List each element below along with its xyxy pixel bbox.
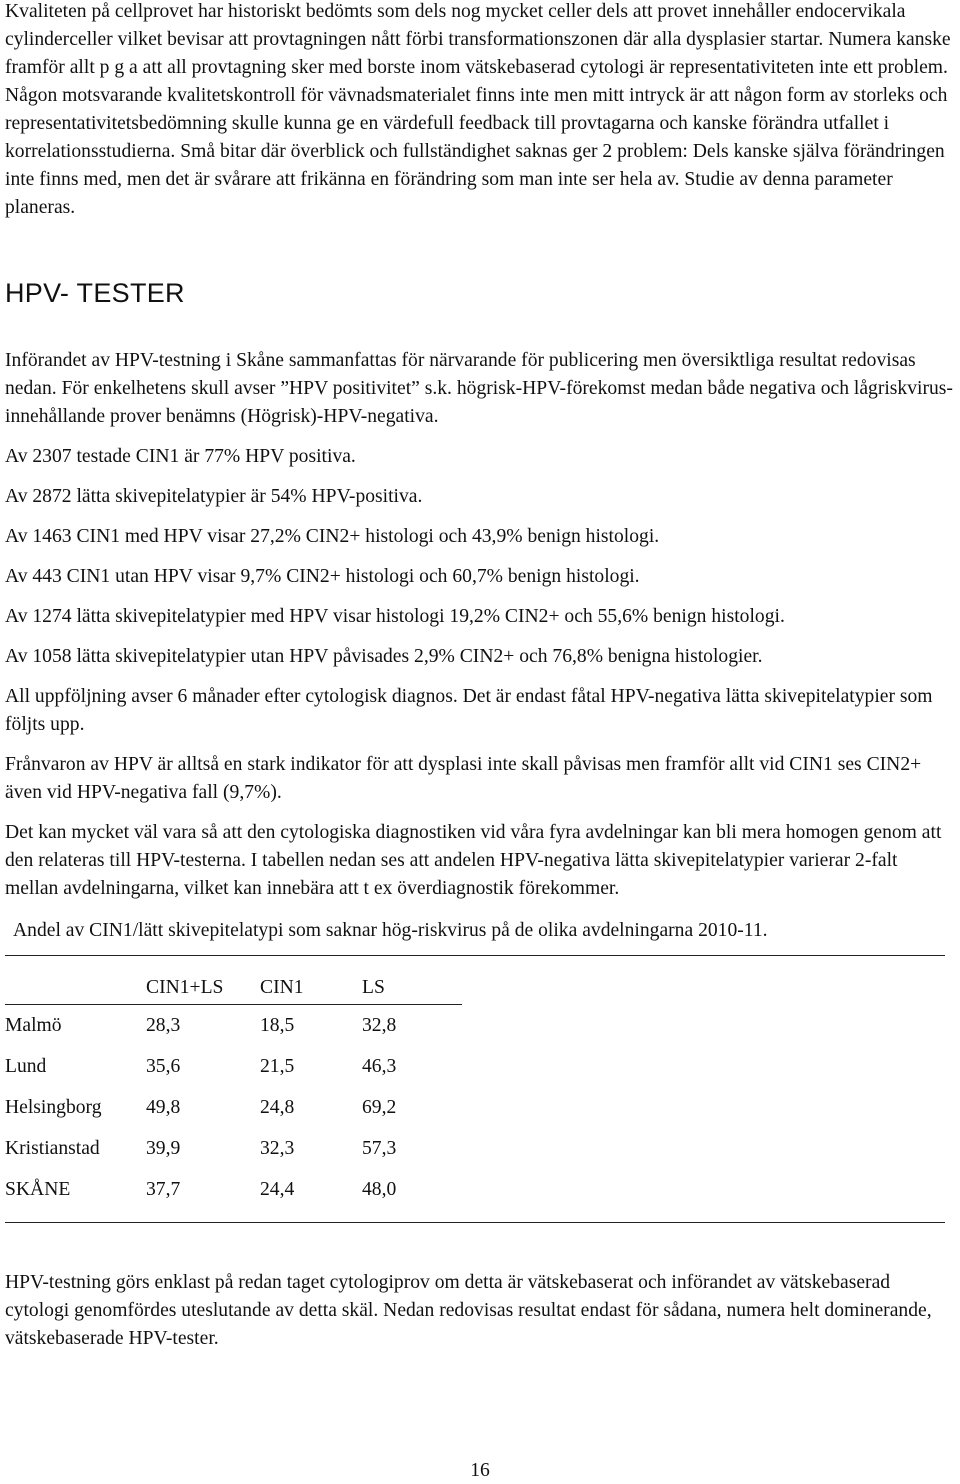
table-cell: 18,5 xyxy=(260,1014,295,1036)
table-row xyxy=(5,1169,462,1210)
table-cell-region: Malmö xyxy=(5,1014,62,1036)
table-row xyxy=(5,1046,462,1087)
table-cell: 39,9 xyxy=(146,1137,181,1159)
table-cell-region: Kristianstad xyxy=(5,1137,100,1159)
paragraph-ls-without-hpv: Av 1058 lätta skivepitelatypier utan HPV påvisades 2,9% CIN2+ och 76,8% benigna histologier. xyxy=(5,646,763,667)
table-cell-region: SKÅNE xyxy=(5,1178,71,1200)
table-cell: 32,3 xyxy=(260,1137,295,1159)
table-cell: 21,5 xyxy=(260,1055,295,1077)
page-number: 16 xyxy=(470,1460,490,1481)
table-header-cell xyxy=(5,972,146,1005)
table-cell: 57,3 xyxy=(362,1137,397,1159)
paragraph-absence-hpv: Frånvaron av HPV är alltså en stark indikator för att dysplasi inte skall påvisas men framför allt vid CIN1 ses CIN2+ även vid HPV-negativa fall (9,7%). xyxy=(5,754,922,803)
intro-paragraph: Kvaliteten på cellprovet har historiskt bedömts som dels nog mycket celler dels att provet innehåller endocervikala cylinderceller vilket bevisar att provtagningen nått förbi transformationszonen där alla dysplasier startar. Numera kanske framför allt p g a att all provtagning sker med borste inom vätskebaserad cytologi är representativiteten inte ett problem. Någon motsvarande kvalitetskontroll för vävnadsmaterialet finns inte men mitt intryck är att någon form av storleks och representativitetsbedömning skulle kunna ge en värdefull feedback till provtagarna och kanske förändra utfallet i korrelationsstudierna. Små bitar där överblick och fullständighet saknas ger 2 problem: Dels kanske själva förändringen inte finns med, men det är svårare att frikänna en förändring som man inte ser hela av. Studie av denna parameter planeras. xyxy=(5,1,951,218)
table-cell: 35,6 xyxy=(146,1055,181,1077)
paragraph-followup: All uppföljning avser 6 månader efter cytologisk diagnos. Det är endast fåtal HPV-negativa lätta skivepitelatypier som följts upp. xyxy=(5,686,933,735)
paragraph-cin1-with-hpv: Av 1463 CIN1 med HPV visar 27,2% CIN2+ histologi och 43,9% benign histologi. xyxy=(5,526,660,547)
paragraph-homogeneous: Det kan mycket väl vara så att den cytologiska diagnostiken vid våra fyra avdelningar kan bli mera homogen genom att den relateras till HPV-testerna. I tabellen nedan ses att andelen HPV-negativa lätta skivepitelatypier varierar 2-falt mellan avdelningarna, vilket kan innebära att t ex överdiagnostik förekommer. xyxy=(5,822,942,899)
hpv-negative-table xyxy=(5,972,462,1210)
paragraph-ls-tested: Av 2872 lätta skivepitelatypier är 54% HPV-positiva. xyxy=(5,486,423,507)
table-cell: 32,8 xyxy=(362,1014,397,1036)
table-cell-region: Lund xyxy=(5,1055,47,1077)
paragraph-cin1-tested: Av 2307 testade CIN1 är 77% HPV positiva. xyxy=(5,446,356,467)
table-header-row xyxy=(5,972,462,1005)
table-cell: 28,3 xyxy=(146,1014,181,1036)
table-row xyxy=(5,1005,462,1047)
table-cell: 48,0 xyxy=(362,1178,397,1200)
table-cell: 24,4 xyxy=(260,1178,295,1200)
table-header-cell: LS xyxy=(362,977,385,998)
table-cell: 46,3 xyxy=(362,1055,397,1077)
table-header-cell: CIN1 xyxy=(260,977,304,998)
table-caption: Andel av CIN1/lätt skivepitelatypi som saknar hög-riskvirus på de olika avdelningarna 2010-11. xyxy=(13,920,768,941)
table-row xyxy=(5,1128,462,1169)
paragraph-cin1-without-hpv: Av 443 CIN1 utan HPV visar 9,7% CIN2+ histologi och 60,7% benign histologi. xyxy=(5,566,640,587)
paragraph-ls-with-hpv: Av 1274 lätta skivepitelatypier med HPV visar histologi 19,2% CIN2+ och 55,6% benign histologi. xyxy=(5,606,785,627)
table-cell: 49,8 xyxy=(146,1096,181,1118)
paragraph-hpv-intro: Införandet av HPV-testning i Skåne sammanfattas för närvarande för publicering men översiktliga resultat redovisas nedan. För enkelhetens skull avser ”HPV positivitet” s.k. högrisk-HPV-förekomst medan både negativa och lågriskvirus-innehållande prover benämns (Högrisk)-HPV-negativa. xyxy=(5,350,953,427)
document-page xyxy=(5,0,953,1353)
closing-paragraph: HPV-testning görs enklast på redan taget cytologiprov om detta är vätskebaserat och införandet av vätskebaserad cytologi genomfördes uteslutande av detta skäl. Nedan redovisas resultat endast för sådana, numera helt dominerande, vätskebaserade HPV-tester. xyxy=(5,1272,932,1349)
table-container xyxy=(5,955,945,1223)
table-row xyxy=(5,1087,462,1128)
table-header-cell: CIN1+LS xyxy=(146,977,224,998)
table-cell: 37,7 xyxy=(146,1178,181,1200)
table-cell: 24,8 xyxy=(260,1096,295,1118)
table-cell-region: Helsingborg xyxy=(5,1096,102,1118)
section-heading: HPV- TESTER xyxy=(5,278,185,308)
table-cell: 69,2 xyxy=(362,1096,397,1118)
